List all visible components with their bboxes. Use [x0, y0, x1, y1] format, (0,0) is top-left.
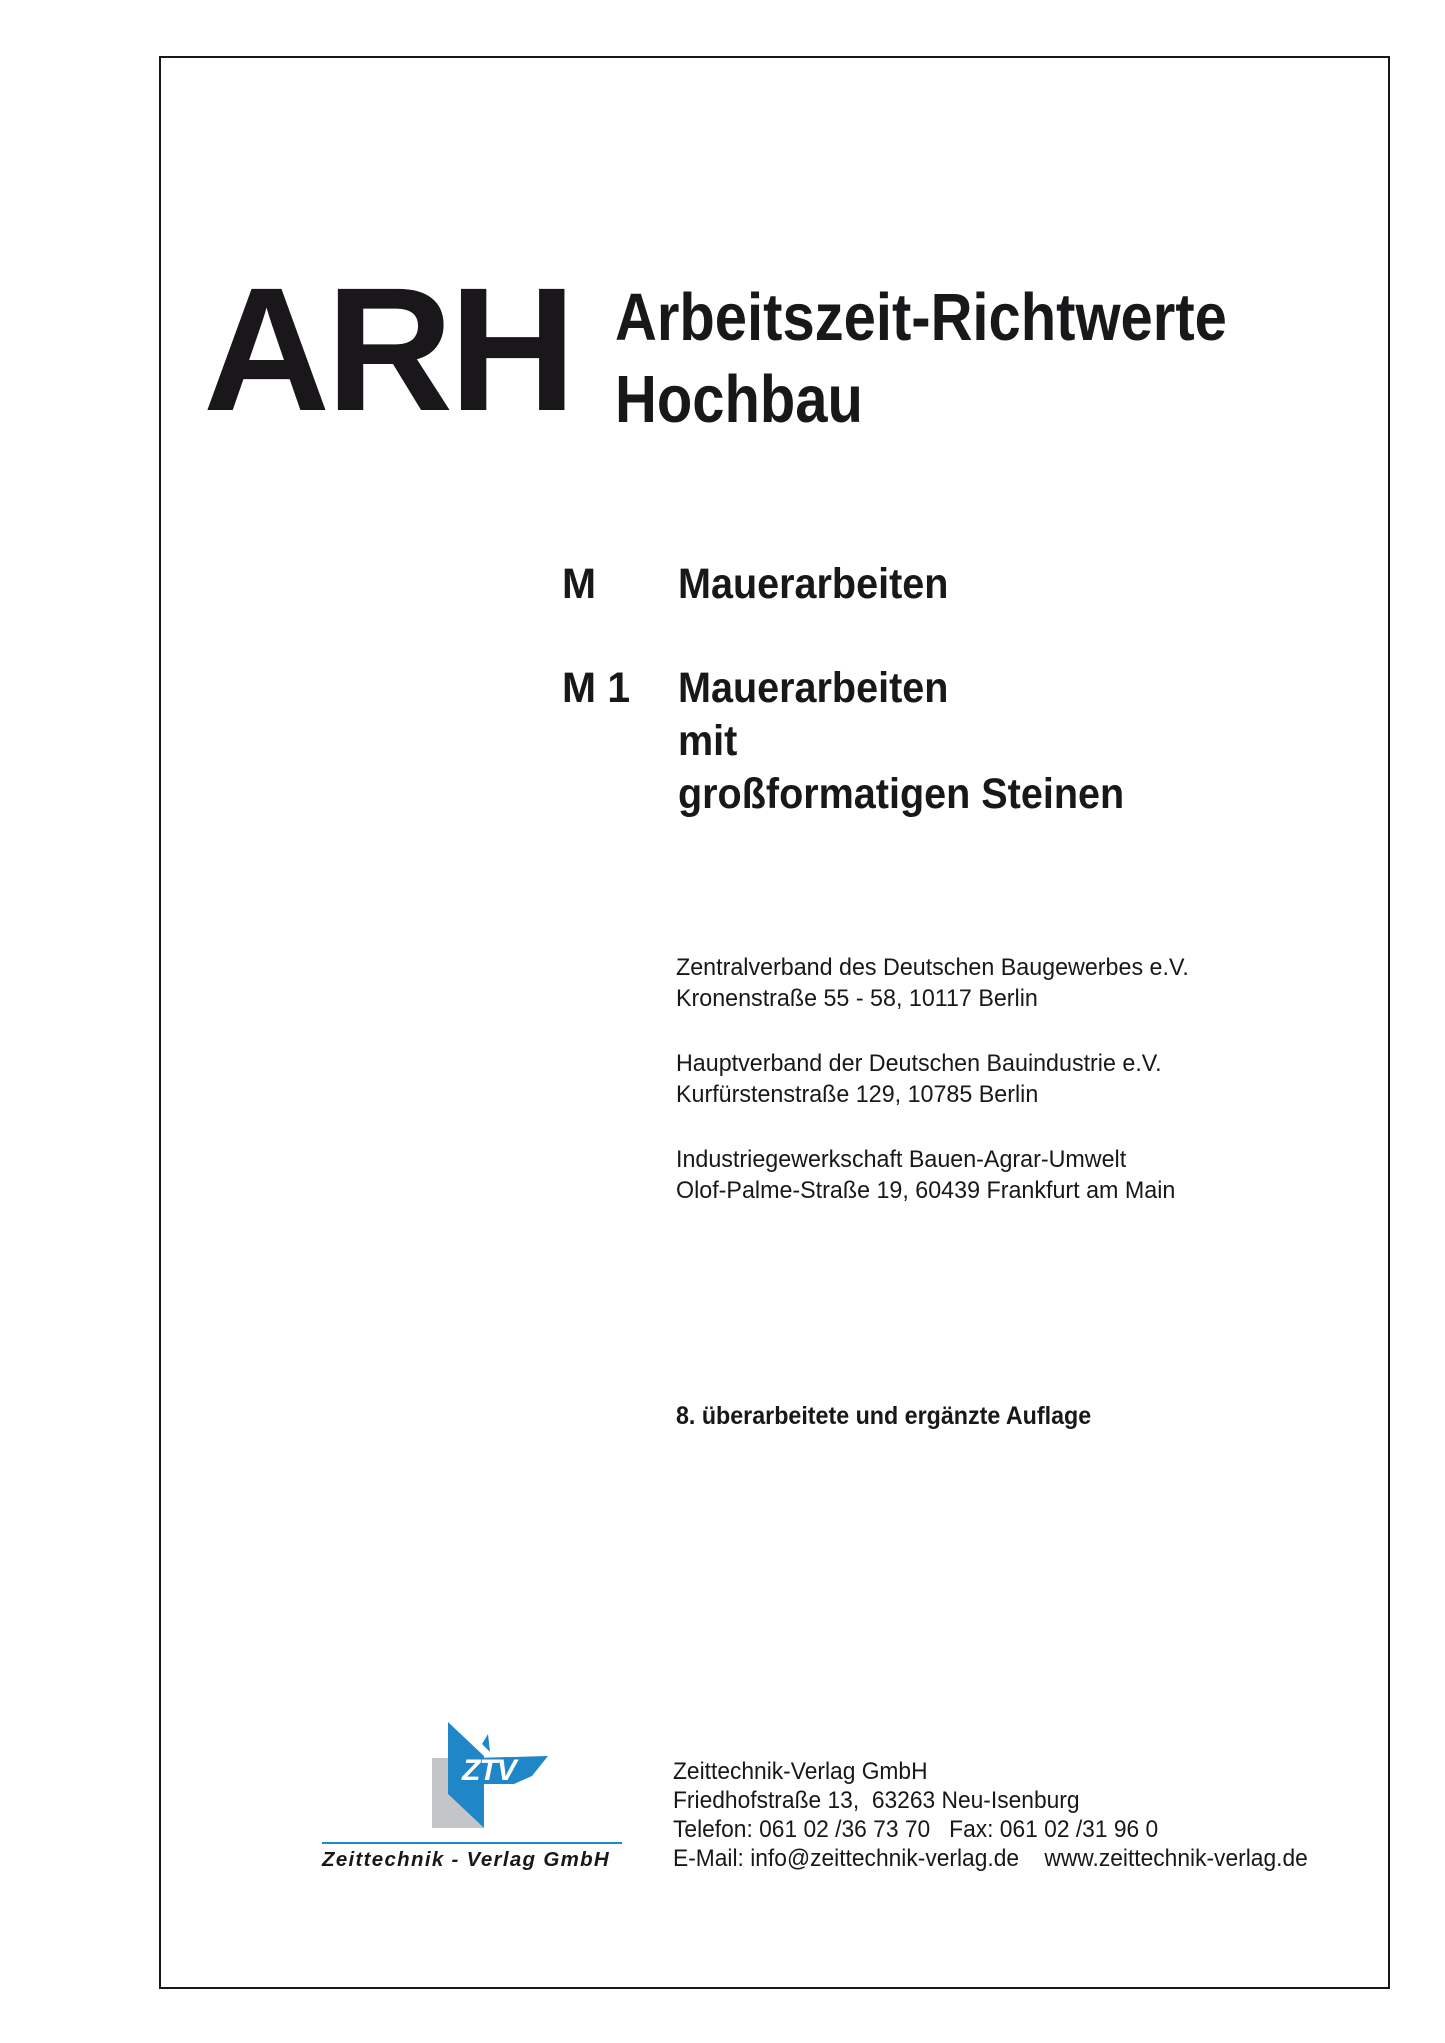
section-title-line: großformatigen Steinen: [678, 770, 1125, 818]
logo-company-name: Zeittechnik - Verlag GmbH: [322, 1848, 611, 1871]
organization-address: Kronenstraße 55 - 58, 10117 Berlin: [676, 985, 1038, 1012]
section-title-line: mit: [678, 717, 738, 765]
section-title-m1: [678, 662, 1124, 821]
organization-block-hdb: [676, 1048, 1162, 1110]
edition-label: 8. überarbeitete und ergänzte Auflage: [676, 1402, 1092, 1430]
section-title-line: Mauerarbeiten: [678, 664, 949, 712]
organization-address: Kurfürstenstraße 129, 10785 Berlin: [676, 1081, 1039, 1108]
section-code-m: M: [562, 560, 597, 608]
logo-divider: [322, 1842, 622, 1844]
publisher-phone-fax: Telefon: 061 02 /36 73 70 Fax: 061 02 /31 96 0: [673, 1816, 1159, 1843]
acronym-heading: ARH: [203, 252, 573, 448]
publisher-contact-block: [673, 1757, 1308, 1873]
ztv-logo-icon: [322, 1718, 624, 1842]
organization-address: Olof-Palme-Straße 19, 60439 Frankfurt am Main: [676, 1177, 1176, 1204]
svg-text:ZTV: ZTV: [462, 1754, 516, 1787]
organization-block-zdb: [676, 952, 1189, 1014]
organization-name: Industriegewerkschaft Bauen-Agrar-Umwelt: [676, 1146, 1127, 1173]
title-line-1: Arbeitszeit-Richtwerte: [615, 280, 1227, 355]
organization-name: Hauptverband der Deutschen Bauindustrie e.V.: [676, 1050, 1162, 1077]
section-code-m1: M 1: [562, 664, 631, 712]
section-title-m: [678, 558, 948, 611]
publisher-email-web: E-Mail: info@zeittechnik-verlag.de www.zeittechnik-verlag.de: [673, 1845, 1308, 1872]
organization-block-igbau: [676, 1144, 1175, 1206]
title-line-2: Hochbau: [615, 362, 863, 437]
organization-name: Zentralverband des Deutschen Baugewerbes e.V.: [676, 954, 1189, 981]
section-title-line: Mauerarbeiten: [678, 560, 949, 608]
publisher-name: Zeittechnik-Verlag GmbH: [673, 1758, 928, 1785]
publisher-address: Friedhofstraße 13, 63263 Neu-Isenburg: [673, 1787, 1080, 1814]
publisher-logo: [322, 1718, 624, 1878]
